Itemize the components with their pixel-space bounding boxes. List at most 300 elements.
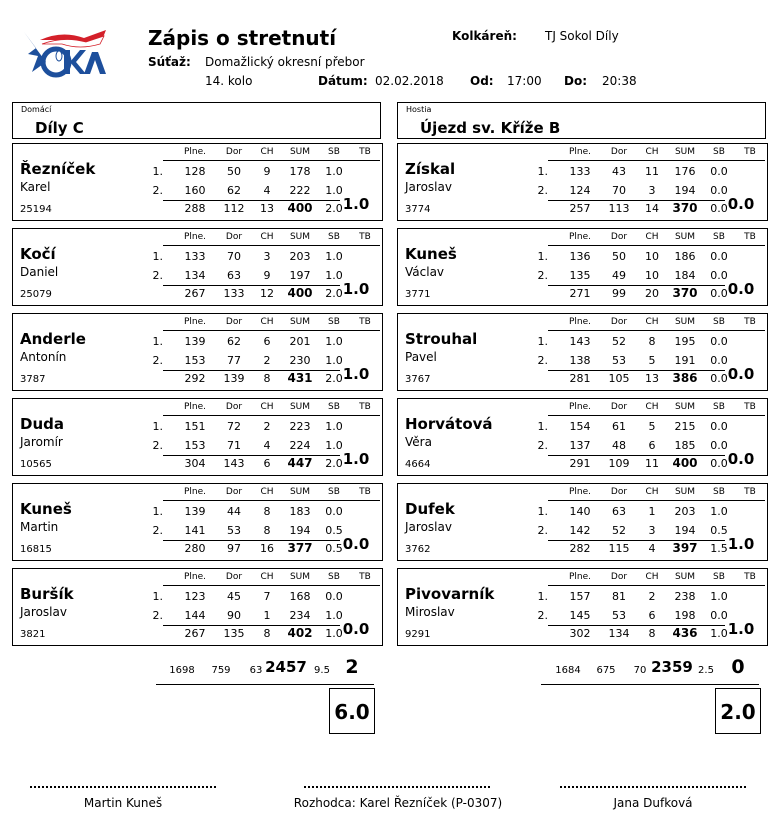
column-header: SUM xyxy=(674,317,696,327)
row-number: 2. xyxy=(152,609,163,622)
date-label: Dátum: xyxy=(318,74,368,88)
score-cell: 10 xyxy=(645,250,659,263)
score-cell: 201 xyxy=(289,335,311,348)
score-cell: 143 xyxy=(223,457,245,470)
score-cell: 50 xyxy=(227,165,241,178)
row-number: 1. xyxy=(537,590,548,603)
column-header: SUM xyxy=(289,232,311,242)
away-total-dor: 675 xyxy=(596,665,616,676)
row-number: 1. xyxy=(537,250,548,263)
score-cell: 16 xyxy=(260,542,274,555)
score-cell: 280 xyxy=(184,542,206,555)
alley-value: TJ Sokol Díly xyxy=(545,29,619,43)
score-cell: 8 xyxy=(263,627,271,640)
column-header: TB xyxy=(744,402,756,412)
score-cell: 61 xyxy=(612,420,626,433)
score-cell: 8 xyxy=(263,505,271,518)
score-cell: 2.0 xyxy=(325,202,343,215)
score-cell: 238 xyxy=(674,590,696,603)
player-tb-points: 0.0 xyxy=(727,450,755,468)
home-total-plne: 1698 xyxy=(169,665,195,676)
score-cell: 183 xyxy=(289,505,311,518)
column-header: CH xyxy=(645,232,659,242)
player-registration: 10565 xyxy=(20,459,52,470)
score-cell: 44 xyxy=(227,505,241,518)
score-cell: 70 xyxy=(227,250,241,263)
score-cell: 224 xyxy=(289,439,311,452)
column-header: TB xyxy=(359,487,371,497)
score-cell: 48 xyxy=(612,439,626,452)
score-cell: 135 xyxy=(223,627,245,640)
home-player-card xyxy=(12,143,383,221)
score-cell: 0.0 xyxy=(710,202,728,215)
column-header: Plne. xyxy=(183,232,207,242)
score-cell: 2.0 xyxy=(325,457,343,470)
score-cell: 52 xyxy=(612,524,626,537)
score-cell: 3 xyxy=(263,250,271,263)
home-total-line xyxy=(156,684,374,685)
score-cell: 8 xyxy=(263,524,271,537)
player-tb-points: 0.0 xyxy=(342,535,370,553)
header-underline xyxy=(163,415,380,416)
row-number: 2. xyxy=(537,524,548,537)
score-cell: 53 xyxy=(227,524,241,537)
score-cell: 402 xyxy=(287,626,313,640)
away-total-line xyxy=(541,684,759,685)
score-cell: 124 xyxy=(569,184,591,197)
column-header: SB xyxy=(713,487,725,497)
score-cell: 304 xyxy=(184,457,206,470)
column-header: Dor xyxy=(225,147,243,157)
column-header: Plne. xyxy=(568,317,592,327)
column-header: Dor xyxy=(225,232,243,242)
column-header: TB xyxy=(359,317,371,327)
column-header: SB xyxy=(713,232,725,242)
score-cell: 63 xyxy=(612,505,626,518)
column-header: Plne. xyxy=(568,487,592,497)
row-number: 1. xyxy=(152,250,163,263)
score-cell: 197 xyxy=(289,269,311,282)
score-cell: 1.0 xyxy=(325,250,343,263)
score-cell: 230 xyxy=(289,354,311,367)
column-header: SUM xyxy=(289,487,311,497)
column-header: Dor xyxy=(225,317,243,327)
score-cell: 8 xyxy=(648,627,656,640)
away-player-card xyxy=(397,568,768,646)
score-cell: 168 xyxy=(289,590,311,603)
score-cell: 198 xyxy=(674,609,696,622)
score-cell: 431 xyxy=(287,371,313,385)
row-number: 2. xyxy=(537,439,548,452)
score-cell: 137 xyxy=(569,439,591,452)
alley-label: Kolkáreň: xyxy=(452,29,517,43)
header-underline xyxy=(163,245,380,246)
score-cell: 0.0 xyxy=(710,165,728,178)
score-cell: 157 xyxy=(569,590,591,603)
score-cell: 136 xyxy=(569,250,591,263)
score-cell: 215 xyxy=(674,420,696,433)
score-cell: 1.0 xyxy=(710,505,728,518)
row-number: 1. xyxy=(537,165,548,178)
player-surname: Dufek xyxy=(405,500,455,518)
date-value: 02.02.2018 xyxy=(375,74,444,88)
score-cell: 223 xyxy=(289,420,311,433)
home-total-dor: 759 xyxy=(211,665,231,676)
score-cell: 0.0 xyxy=(710,609,728,622)
score-cell: 0.0 xyxy=(710,184,728,197)
score-cell: 11 xyxy=(645,457,659,470)
away-player-card xyxy=(397,313,768,391)
score-cell: 222 xyxy=(289,184,311,197)
column-header: Dor xyxy=(610,487,628,497)
player-tb-points: 0.0 xyxy=(727,280,755,298)
player-first-name: Jaromír xyxy=(20,435,63,449)
player-tb-points: 0.0 xyxy=(342,620,370,638)
player-tb-points: 1.0 xyxy=(727,535,755,553)
score-cell: 62 xyxy=(227,335,241,348)
player-first-name: Václav xyxy=(405,265,445,279)
score-cell: 267 xyxy=(184,287,206,300)
score-cell: 1.0 xyxy=(325,184,343,197)
score-cell: 153 xyxy=(184,354,206,367)
score-cell: 203 xyxy=(289,250,311,263)
column-header: SB xyxy=(328,317,340,327)
score-cell: 145 xyxy=(569,609,591,622)
away-signature-line xyxy=(560,786,746,788)
away-player-card xyxy=(397,143,768,221)
score-cell: 11 xyxy=(645,165,659,178)
player-first-name: Jaroslav xyxy=(20,605,67,619)
player-first-name: Věra xyxy=(405,435,432,449)
player-surname: Řezníček xyxy=(20,160,96,178)
score-cell: 281 xyxy=(569,372,591,385)
score-cell: 302 xyxy=(569,627,591,640)
column-header: CH xyxy=(645,317,659,327)
competition-value: Domažlický okresní přebor xyxy=(205,55,365,69)
row-number: 2. xyxy=(152,439,163,452)
score-cell: 282 xyxy=(569,542,591,555)
score-cell: 5 xyxy=(648,420,656,433)
score-cell: 370 xyxy=(672,286,698,300)
score-cell: 135 xyxy=(569,269,591,282)
score-cell: 77 xyxy=(227,354,241,367)
column-header: CH xyxy=(645,402,659,412)
score-cell: 271 xyxy=(569,287,591,300)
score-cell: 10 xyxy=(645,269,659,282)
row-number: 1. xyxy=(152,335,163,348)
from-label: Od: xyxy=(470,74,494,88)
row-number: 2. xyxy=(152,354,163,367)
row-number: 1. xyxy=(152,505,163,518)
column-header: CH xyxy=(645,572,659,582)
column-header: Dor xyxy=(225,487,243,497)
header-underline xyxy=(548,500,765,501)
home-player-card xyxy=(12,313,383,391)
home-label: Domácí xyxy=(21,105,52,114)
score-cell: 370 xyxy=(672,201,698,215)
score-cell: 400 xyxy=(287,286,313,300)
score-cell: 6 xyxy=(263,335,271,348)
score-cell: 70 xyxy=(612,184,626,197)
column-header: Dor xyxy=(610,232,628,242)
row-number: 1. xyxy=(152,420,163,433)
column-header: TB xyxy=(744,232,756,242)
score-cell: 0.0 xyxy=(325,590,343,603)
home-total-sum: 2457 xyxy=(265,658,307,676)
to-label: Do: xyxy=(564,74,588,88)
score-cell: 291 xyxy=(569,457,591,470)
column-header: CH xyxy=(645,487,659,497)
player-tb-points: 1.0 xyxy=(727,620,755,638)
score-cell: 143 xyxy=(569,335,591,348)
away-total-ch: 70 xyxy=(633,665,647,676)
score-cell: 0.0 xyxy=(710,269,728,282)
player-first-name: Pavel xyxy=(405,350,437,364)
score-cell: 133 xyxy=(223,287,245,300)
row-number: 1. xyxy=(152,590,163,603)
column-header: Plne. xyxy=(568,147,592,157)
column-header: SUM xyxy=(674,232,696,242)
away-total-tb: 0 xyxy=(731,656,745,678)
score-cell: 0.0 xyxy=(325,505,343,518)
player-surname: Strouhal xyxy=(405,330,478,348)
score-cell: 123 xyxy=(184,590,206,603)
page-title: Zápis o stretnutí xyxy=(148,26,337,50)
score-cell: 8 xyxy=(263,372,271,385)
player-registration: 9291 xyxy=(405,629,431,640)
home-total-tb: 2 xyxy=(345,656,359,678)
home-team-box xyxy=(12,102,381,139)
player-tb-points: 1.0 xyxy=(342,280,370,298)
home-player-card xyxy=(12,483,383,561)
column-header: SB xyxy=(713,402,725,412)
row-number: 2. xyxy=(152,269,163,282)
row-number: 2. xyxy=(537,269,548,282)
row-number: 2. xyxy=(537,354,548,367)
score-cell: 0.5 xyxy=(710,524,728,537)
score-cell: 6 xyxy=(263,457,271,470)
column-header: SB xyxy=(328,572,340,582)
player-first-name: Martin xyxy=(20,520,59,534)
score-cell: 112 xyxy=(223,202,245,215)
column-header: CH xyxy=(260,147,274,157)
round-value: 14. kolo xyxy=(205,74,253,88)
score-cell: 128 xyxy=(184,165,206,178)
score-cell: 14 xyxy=(645,202,659,215)
player-registration: 25079 xyxy=(20,289,52,300)
score-cell: 4 xyxy=(263,184,271,197)
player-surname: Duda xyxy=(20,415,64,433)
home-captain-signature: Martin Kuneš xyxy=(83,796,163,810)
home-player-card xyxy=(12,568,383,646)
row-number: 1. xyxy=(537,505,548,518)
score-cell: 203 xyxy=(674,505,696,518)
player-first-name: Karel xyxy=(20,180,51,194)
score-cell: 185 xyxy=(674,439,696,452)
score-cell: 194 xyxy=(674,524,696,537)
score-cell: 154 xyxy=(569,420,591,433)
home-total-sb: 9.5 xyxy=(314,665,330,676)
away-total-sb: 2.5 xyxy=(698,665,714,676)
referee-signature-line xyxy=(304,786,490,788)
score-cell: 186 xyxy=(674,250,696,263)
score-cell: 71 xyxy=(227,439,241,452)
column-header: SB xyxy=(328,147,340,157)
player-registration: 3767 xyxy=(405,374,431,385)
score-cell: 72 xyxy=(227,420,241,433)
score-cell: 0.0 xyxy=(710,420,728,433)
score-cell: 140 xyxy=(569,505,591,518)
player-tb-points: 1.0 xyxy=(342,195,370,213)
score-cell: 1.0 xyxy=(325,439,343,452)
score-cell: 105 xyxy=(608,372,630,385)
column-header: SB xyxy=(713,317,725,327)
score-cell: 1.0 xyxy=(325,420,343,433)
column-header: SB xyxy=(713,572,725,582)
player-tb-points: 0.0 xyxy=(727,195,755,213)
column-header: TB xyxy=(359,147,371,157)
score-cell: 0.0 xyxy=(710,287,728,300)
column-header: Plne. xyxy=(568,572,592,582)
column-header: Dor xyxy=(610,572,628,582)
player-surname: Pivovarník xyxy=(405,585,495,603)
row-number: 1. xyxy=(537,335,548,348)
player-registration: 4664 xyxy=(405,459,431,470)
away-captain-signature: Jana Dufková xyxy=(613,796,693,810)
header-underline xyxy=(163,330,380,331)
column-header: Plne. xyxy=(568,402,592,412)
player-tb-points: 0.0 xyxy=(727,365,755,383)
score-cell: 63 xyxy=(227,269,241,282)
header-underline xyxy=(163,160,380,161)
column-header: Dor xyxy=(610,317,628,327)
player-registration: 3774 xyxy=(405,204,431,215)
score-cell: 1.0 xyxy=(325,269,343,282)
home-total-ch: 63 xyxy=(249,665,263,676)
column-header: TB xyxy=(744,317,756,327)
score-cell: 153 xyxy=(184,439,206,452)
away-score: 2.0 xyxy=(715,688,761,734)
header-underline xyxy=(548,415,765,416)
home-player-card xyxy=(12,228,383,306)
column-header: TB xyxy=(744,147,756,157)
score-cell: 45 xyxy=(227,590,241,603)
score-cell: 400 xyxy=(672,456,698,470)
score-cell: 109 xyxy=(608,457,630,470)
column-header: TB xyxy=(744,487,756,497)
player-surname: Kuneš xyxy=(405,245,457,263)
player-first-name: Antonín xyxy=(20,350,67,364)
score-cell: 160 xyxy=(184,184,206,197)
player-registration: 3787 xyxy=(20,374,46,385)
score-cell: 191 xyxy=(674,354,696,367)
score-cell: 5 xyxy=(648,354,656,367)
home-team-name: Díly C xyxy=(35,119,84,137)
column-header: SUM xyxy=(674,147,696,157)
column-header: Dor xyxy=(225,572,243,582)
score-cell: 8 xyxy=(648,335,656,348)
column-header: Dor xyxy=(610,147,628,157)
score-cell: 53 xyxy=(612,609,626,622)
column-header: CH xyxy=(260,317,274,327)
score-cell: 53 xyxy=(612,354,626,367)
score-cell: 3 xyxy=(648,524,656,537)
score-cell: 134 xyxy=(184,269,206,282)
score-cell: 1.0 xyxy=(325,609,343,622)
score-cell: 6 xyxy=(648,439,656,452)
from-value: 17:00 xyxy=(507,74,542,88)
score-cell: 1.5 xyxy=(710,542,728,555)
score-cell: 2 xyxy=(263,354,271,367)
home-player-card xyxy=(12,398,383,476)
column-header: TB xyxy=(359,232,371,242)
score-cell: 139 xyxy=(223,372,245,385)
column-header: SB xyxy=(328,232,340,242)
referee-signature: Rozhodca: Karel Řezníček (P-0307) xyxy=(293,796,503,810)
score-cell: 178 xyxy=(289,165,311,178)
column-header: Dor xyxy=(610,402,628,412)
score-cell: 52 xyxy=(612,335,626,348)
score-cell: 0.0 xyxy=(710,354,728,367)
column-header: SUM xyxy=(289,402,311,412)
score-cell: 142 xyxy=(569,524,591,537)
column-header: SB xyxy=(328,487,340,497)
score-cell: 0.0 xyxy=(710,439,728,452)
score-cell: 13 xyxy=(260,202,274,215)
score-cell: 257 xyxy=(569,202,591,215)
header-underline xyxy=(548,160,765,161)
player-registration: 3821 xyxy=(20,629,46,640)
away-team-box xyxy=(397,102,766,139)
score-cell: 9 xyxy=(263,165,271,178)
to-value: 20:38 xyxy=(602,74,637,88)
score-cell: 4 xyxy=(648,542,656,555)
column-header: SUM xyxy=(289,572,311,582)
column-header: CH xyxy=(645,147,659,157)
player-first-name: Jaroslav xyxy=(405,180,452,194)
score-cell: 0.0 xyxy=(710,335,728,348)
column-header: TB xyxy=(359,402,371,412)
score-cell: 3 xyxy=(648,184,656,197)
score-cell: 2 xyxy=(648,590,656,603)
home-score: 6.0 xyxy=(329,688,375,734)
competition-label: Súťaž: xyxy=(148,55,191,69)
column-header: CH xyxy=(260,232,274,242)
score-cell: 288 xyxy=(184,202,206,215)
home-signature-line xyxy=(30,786,216,788)
column-header: CH xyxy=(260,572,274,582)
column-header: CH xyxy=(260,487,274,497)
row-number: 1. xyxy=(537,420,548,433)
player-first-name: Miroslav xyxy=(405,605,455,619)
column-header: CH xyxy=(260,402,274,412)
score-cell: 267 xyxy=(184,627,206,640)
away-player-card xyxy=(397,228,768,306)
player-surname: Kuneš xyxy=(20,500,72,518)
player-tb-points: 1.0 xyxy=(342,365,370,383)
score-cell: 292 xyxy=(184,372,206,385)
score-cell: 7 xyxy=(263,590,271,603)
score-cell: 0.0 xyxy=(710,372,728,385)
score-cell: 151 xyxy=(184,420,206,433)
score-cell: 0.0 xyxy=(710,250,728,263)
score-cell: 99 xyxy=(612,287,626,300)
score-cell: 133 xyxy=(184,250,206,263)
column-header: SB xyxy=(328,402,340,412)
score-cell: 386 xyxy=(672,371,698,385)
column-header: TB xyxy=(359,572,371,582)
score-cell: 50 xyxy=(612,250,626,263)
